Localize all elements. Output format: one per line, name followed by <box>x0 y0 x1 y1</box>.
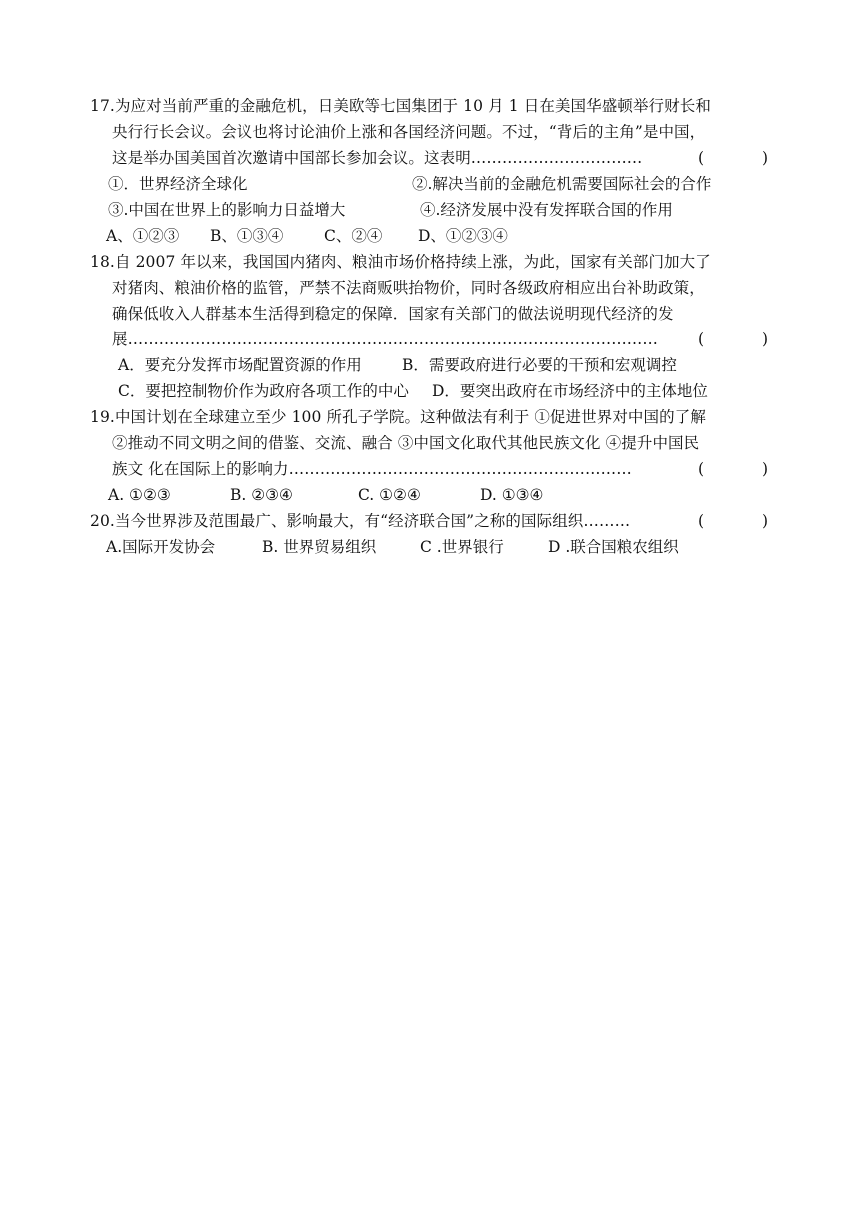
choice-18-a[interactable]: A．要充分发挥市场配置资源的作用 <box>118 356 362 374</box>
choice-17-b[interactable]: B、①③④ <box>210 227 284 245</box>
answer-bracket-20[interactable] <box>698 511 770 531</box>
bracket-close: ) <box>762 149 769 167</box>
bracket-open: ( <box>698 512 705 530</box>
bracket-open: ( <box>698 330 705 348</box>
question-20-line-1: 20.当今世界涉及范围最广、影响最大，有“经济联合国”之称的国际组织……… <box>90 512 631 530</box>
bracket-close: ) <box>762 460 769 478</box>
statement-4: ④.经济发展中没有发挥联合国的作用 <box>420 201 673 219</box>
bracket-open: ( <box>698 460 705 478</box>
statement-3: ③.中国在世界上的影响力日益增大 <box>108 201 346 219</box>
choice-19-b[interactable]: B. ②③④ <box>230 486 293 504</box>
question-19-line-1: 19.中国计划在全球建立至少 100 所孔子学院。这种做法有利于 ①促进世界对中国的了解 <box>90 408 706 426</box>
choice-20-c[interactable]: C .世界银行 <box>420 538 504 556</box>
statement-1: ①．世界经济全球化 <box>108 175 248 193</box>
bracket-open: ( <box>698 149 705 167</box>
question-19-line-3: 族文 化在国际上的影响力………………………………………………………… <box>112 460 632 478</box>
answer-bracket-18[interactable] <box>698 329 770 349</box>
bracket-close: ) <box>762 330 769 348</box>
answer-bracket-19[interactable] <box>698 459 770 479</box>
choice-17-d[interactable]: D、①②③④ <box>418 227 508 245</box>
choice-17-c[interactable]: C、②④ <box>324 227 383 245</box>
question-19-line-2: ②推动不同文明之间的借鉴、交流、融合 ③中国文化取代其他民族文化 ④提升中国民 <box>112 434 700 452</box>
question-18-line-2: 对猪肉、粮油价格的监管，严禁不法商贩哄抬物价，同时各级政府相应出台补助政策， <box>112 279 705 297</box>
choice-19-c[interactable]: C. ①②④ <box>358 486 421 504</box>
choice-18-c[interactable]: C．要把控制物价作为政府各项工作的中心 <box>118 382 409 400</box>
choice-19-d[interactable]: D. ①③④ <box>480 486 544 504</box>
choice-18-d[interactable]: D．要突出政府在市场经济中的主体地位 <box>432 382 708 400</box>
answer-bracket-17[interactable] <box>698 148 770 168</box>
choice-20-a[interactable]: A.国际开发协会 <box>106 538 216 556</box>
choice-18-b[interactable]: B．需要政府进行必要的干预和宏观调控 <box>402 356 677 374</box>
question-17-line-1: 17.为应对当前严重的金融危机，日美欧等七国集团于 10 月 1 日在美国华盛顿举行财长和 <box>90 97 711 115</box>
question-18-line-4: 展………………………………………………………………………………………… <box>112 330 658 348</box>
statement-2: ②.解决当前的金融危机需要国际社会的合作 <box>412 175 712 193</box>
question-18-line-1: 18.自 2007 年以来，我国国内猪肉、粮油市场价格持续上涨，为此，国家有关部门加大了 <box>90 253 711 271</box>
bracket-close: ) <box>762 512 769 530</box>
question-17-line-2: 央行行长会议。会议也将讨论油价上涨和各国经济问题。不过，“背后的主角”是中国， <box>112 123 706 141</box>
question-18-line-3: 确保低收入人群基本生活得到稳定的保障．国家有关部门的做法说明现代经济的发 <box>112 305 674 323</box>
choice-20-b[interactable]: B. 世界贸易组织 <box>262 538 377 556</box>
question-17-line-3: 这是举办国美国首次邀请中国部长参加会议。这表明…………………………… <box>112 149 643 167</box>
choice-19-a[interactable]: A. ①②③ <box>108 486 171 504</box>
choice-20-d[interactable]: D .联合国粮农组织 <box>548 538 679 556</box>
choice-17-a[interactable]: A、①②③ <box>106 227 180 245</box>
